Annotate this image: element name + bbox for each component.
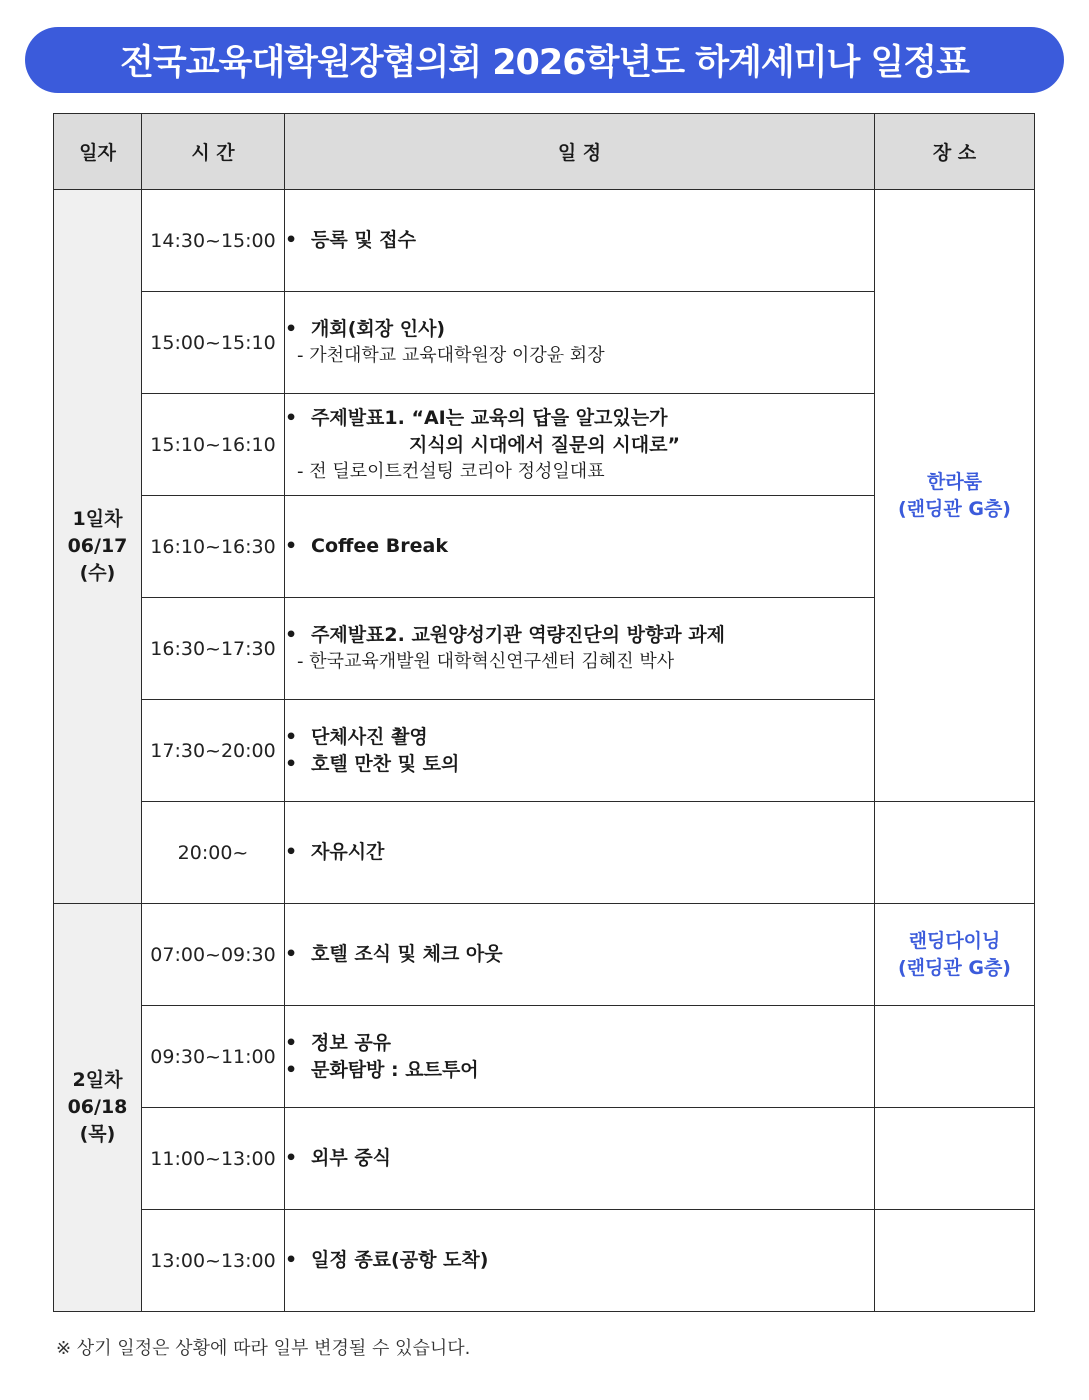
footnote: ※ 상기 일정은 상황에 따라 일부 변경될 수 있습니다. <box>56 1338 471 1359</box>
program-cell <box>285 1006 875 1108</box>
bullet-icon: • <box>285 1249 298 1271</box>
item-text: Coffee Break <box>311 535 448 557</box>
bullet-icon: • <box>285 1031 298 1054</box>
program-cell <box>285 802 875 904</box>
program-cell <box>285 394 875 496</box>
item-text: 외부 중식 <box>311 1147 392 1169</box>
day2-date: 06/18 <box>67 1096 128 1118</box>
list-item <box>285 316 874 343</box>
day1-date: 06/17 <box>67 535 128 557</box>
bullet-icon: • <box>285 841 298 863</box>
program-cell <box>285 700 875 802</box>
bullet-icon: • <box>285 725 298 748</box>
place-name: 한라룸 <box>926 470 983 493</box>
list-item <box>285 227 874 254</box>
place-floor: (랜딩관 G층) <box>898 497 1011 520</box>
program-cell <box>285 904 875 1006</box>
bullet-icon: • <box>285 535 298 557</box>
time-cell: 17:30~20:00 <box>142 700 285 802</box>
title-banner <box>25 27 1064 93</box>
schedule-table <box>53 113 1035 1312</box>
program-cell <box>285 292 875 394</box>
program-cell <box>285 190 875 292</box>
bullet-icon: • <box>285 624 298 646</box>
list-item <box>285 839 874 866</box>
list-item <box>285 1030 874 1057</box>
item-text: 문화탐방 : 요트투어 <box>311 1058 479 1081</box>
bullet-icon: • <box>285 318 298 340</box>
time-cell: 14:30~15:00 <box>142 190 285 292</box>
place-floor: (랜딩관 G층) <box>898 956 1011 979</box>
header-time: 시 간 <box>142 114 285 190</box>
time-cell: 15:00~15:10 <box>142 292 285 394</box>
list-item <box>285 751 874 778</box>
place-cell-empty <box>875 1108 1035 1210</box>
list-item <box>285 533 874 560</box>
program-cell <box>285 598 875 700</box>
time-cell: 16:10~16:30 <box>142 496 285 598</box>
list-item <box>285 1057 874 1084</box>
item-detail: - 가천대학교 교육대학원장 이강윤 회장 <box>297 345 605 366</box>
table-row <box>54 1108 1035 1210</box>
item-text: 호텔 조식 및 체크 아웃 <box>311 943 503 965</box>
program-cell <box>285 1210 875 1312</box>
day1-label: 1일차 <box>72 508 123 530</box>
day1-cell <box>54 190 142 904</box>
item-text: 주제발표1. “AI는 교육의 답을 알고있는가 <box>311 406 668 429</box>
item-text: 개회(회장 인사) <box>311 318 446 340</box>
list-item <box>285 1247 874 1274</box>
program-cell <box>285 496 875 598</box>
header-day: 일자 <box>54 114 142 190</box>
list-item <box>285 1145 874 1172</box>
item-detail: - 전 딜로이트컨설팅 코리아 정성일대표 <box>297 460 605 482</box>
table-row <box>54 1006 1035 1108</box>
item-detail: - 한국교육개발원 대학혁신연구센터 김혜진 박사 <box>297 651 675 672</box>
day2-cell <box>54 904 142 1312</box>
time-cell: 09:30~11:00 <box>142 1006 285 1108</box>
table-row <box>54 190 1035 292</box>
bullet-icon: • <box>285 943 298 965</box>
header-program: 일 정 <box>285 114 875 190</box>
bullet-icon: • <box>285 229 298 251</box>
time-cell: 07:00~09:30 <box>142 904 285 1006</box>
table-row <box>54 802 1035 904</box>
list-item <box>285 941 874 968</box>
bullet-icon: • <box>285 1147 298 1169</box>
time-cell: 16:30~17:30 <box>142 598 285 700</box>
bullet-icon: • <box>285 406 298 429</box>
time-cell: 13:00~13:00 <box>142 1210 285 1312</box>
time-cell: 20:00~ <box>142 802 285 904</box>
day1-weekday: (수) <box>79 562 116 584</box>
page-title: 전국교육대학원장협의회 2026학년도 하계세미나 일정표 <box>120 43 969 83</box>
place-cell-dining <box>875 904 1035 1006</box>
place-cell-halla <box>875 190 1035 802</box>
place-cell-empty <box>875 802 1035 904</box>
table-row <box>54 1210 1035 1312</box>
day2-label: 2일차 <box>72 1069 123 1091</box>
item-text: 등록 및 접수 <box>311 229 416 251</box>
time-cell: 15:10~16:10 <box>142 394 285 496</box>
header-place: 장 소 <box>875 114 1035 190</box>
item-text-continued: 지식의 시대에서 질문의 시대로” <box>409 433 680 456</box>
list-item <box>285 724 874 751</box>
item-text: 단체사진 촬영 <box>311 725 428 748</box>
time-cell: 11:00~13:00 <box>142 1108 285 1210</box>
item-text: 호텔 만찬 및 토의 <box>311 752 460 775</box>
item-text: 일정 종료(공항 도착) <box>311 1249 489 1271</box>
list-item <box>285 405 874 432</box>
place-cell-empty <box>875 1210 1035 1312</box>
header-row <box>54 114 1035 190</box>
program-cell <box>285 1108 875 1210</box>
day2-weekday: (목) <box>79 1123 116 1145</box>
item-text: 정보 공유 <box>311 1031 392 1054</box>
item-text: 자유시간 <box>311 841 385 863</box>
bullet-icon: • <box>285 752 298 775</box>
place-name: 랜딩다이닝 <box>908 929 1001 952</box>
bullet-icon: • <box>285 1058 298 1081</box>
item-text: 주제발표2. 교원양성기관 역량진단의 방향과 과제 <box>311 624 725 646</box>
table-row <box>54 904 1035 1006</box>
place-cell-empty <box>875 1006 1035 1108</box>
list-item <box>285 622 874 649</box>
